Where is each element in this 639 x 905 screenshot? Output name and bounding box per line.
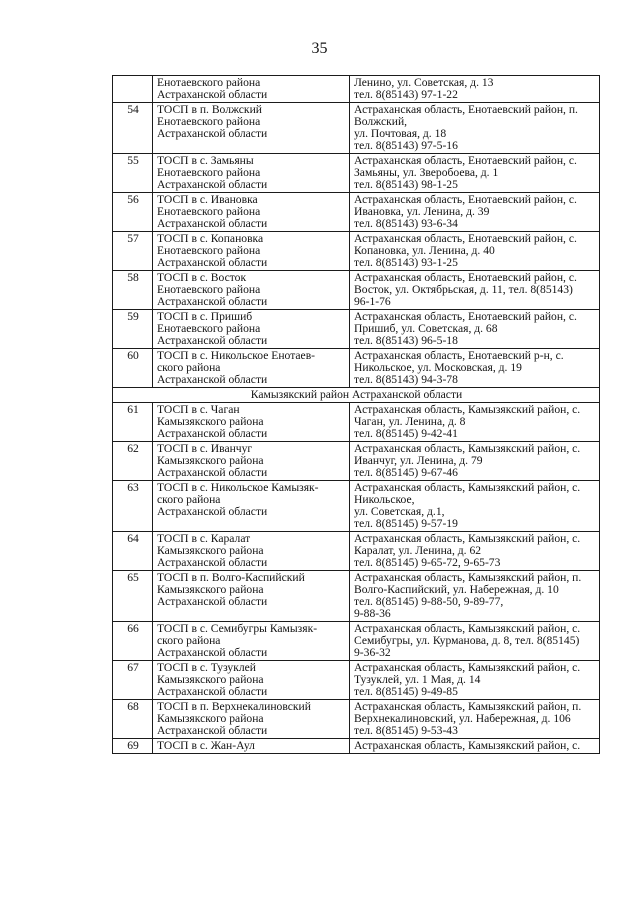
office-address: Астраханская область, Камызякский район, с. Семибугры, ул. Курманова, д. 8, тел. 8(85145) 9-36-32 (350, 622, 600, 661)
office-name: ТОСП в с. Ивановка Енотаевского района Астраханской области (153, 193, 350, 232)
office-address: Ленино, ул. Советская, д. 13 тел. 8(85143) 97-1-22 (350, 76, 600, 103)
row-number: 57 (113, 232, 153, 271)
row-number: 62 (113, 442, 153, 481)
page-number: 35 (311, 40, 328, 57)
office-address: Астраханская область, Енотаевский район, с. Ивановка, ул. Ленина, д. 39 тел. 8(85143) 93-6-34 (350, 193, 600, 232)
row-number: 61 (113, 403, 153, 442)
office-name: Енотаевского района Астраханской области (153, 76, 350, 103)
table-row (113, 310, 600, 349)
office-name: ТОСП в с. Никольское Камызяк- ского района Астраханской области (153, 481, 350, 532)
row-number: 59 (113, 310, 153, 349)
row-number: 68 (113, 700, 153, 739)
table-row (113, 532, 600, 571)
table-row (113, 571, 600, 622)
office-name: ТОСП в с. Иванчуг Камызякского района Астраханской области (153, 442, 350, 481)
table-row (113, 661, 600, 700)
row-number: 64 (113, 532, 153, 571)
office-address: Астраханская область, Енотаевский район, с. Восток, ул. Октябрьская, д. 11, тел. 8(85143) 96-1-76 (350, 271, 600, 310)
row-number: 65 (113, 571, 153, 622)
row-number: 69 (113, 739, 153, 754)
table-row (113, 700, 600, 739)
office-name: ТОСП в с. Каралат Камызякского района Астраханской области (153, 532, 350, 571)
office-address: Астраханская область, Енотаевский район, с. Пришиб, ул. Советская, д. 68 тел. 8(85143) 96-5-18 (350, 310, 600, 349)
table-row (113, 739, 600, 754)
row-number: 56 (113, 193, 153, 232)
office-address: Астраханская область, Енотаевский район, п. Волжский, ул. Почтовая, д. 18 тел. 8(85143) 97-5-16 (350, 103, 600, 154)
district-header-row (113, 388, 600, 403)
office-address: Астраханская область, Енотаевский район, с. Замьяны, ул. Зверобоева, д. 1 тел. 8(85143) 98-1-25 (350, 154, 600, 193)
office-name: ТОСП в с. Копановка Енотаевского района Астраханской области (153, 232, 350, 271)
office-name: ТОСП в с. Семибугры Камызяк- ского района Астраханской области (153, 622, 350, 661)
row-number: 66 (113, 622, 153, 661)
office-address: Астраханская область, Камызякский район, с. Тузуклей, ул. 1 Мая, д. 14 тел. 8(85145) 9-49-85 (350, 661, 600, 700)
office-address: Астраханская область, Камызякский район, с. Иванчуг, ул. Ленина, д. 79 тел. 8(85145) 9-67-46 (350, 442, 600, 481)
row-number: 60 (113, 349, 153, 388)
table-row (113, 193, 600, 232)
office-name: ТОСП в с. Замьяны Енотаевского района Астраханской области (153, 154, 350, 193)
table-row (113, 76, 600, 103)
row-number: 67 (113, 661, 153, 700)
office-address: Астраханская область, Енотаевский район, с. Копановка, ул. Ленина, д. 40 тел. 8(85143) 93-1-25 (350, 232, 600, 271)
office-name: ТОСП в с. Пришиб Енотаевского района Астраханской области (153, 310, 350, 349)
office-name: ТОСП в п. Волго-Каспийский Камызякского района Астраханской области (153, 571, 350, 622)
office-name: ТОСП в п. Верхнекалиновский Камызякского района Астраханской области (153, 700, 350, 739)
office-address: Астраханская область, Камызякский район, с. Чаган, ул. Ленина, д. 8 тел. 8(85145) 9-42-41 (350, 403, 600, 442)
registry-table (112, 75, 600, 754)
office-address: Астраханская область, Камызякский район, с. Каралат, ул. Ленина, д. 62 тел. 8(85145) 9-65-72, 9-65-73 (350, 532, 600, 571)
table-row (113, 154, 600, 193)
row-number (113, 76, 153, 103)
office-address: Астраханская область, Камызякский район, п. Верхнекалиновский, ул. Набережная, д. 106 тел. 8(85145) 9-53-43 (350, 700, 600, 739)
table-row (113, 403, 600, 442)
office-name: ТОСП в с. Жан-Аул (153, 739, 350, 754)
office-address: Астраханская область, Камызякский район, с. Никольское, ул. Советская, д.1, тел. 8(85145) 9-57-19 (350, 481, 600, 532)
office-name: ТОСП в с. Восток Енотаевского района Астраханской области (153, 271, 350, 310)
table-row (113, 622, 600, 661)
table-row (113, 349, 600, 388)
row-number: 63 (113, 481, 153, 532)
table-row (113, 442, 600, 481)
row-number: 54 (113, 103, 153, 154)
table-row (113, 481, 600, 532)
office-address: Астраханская область, Енотаевский р-н, с. Никольское, ул. Московская, д. 19 тел. 8(85143) 94-3-78 (350, 349, 600, 388)
district-header: Камызякский район Астраханской области (113, 388, 600, 403)
table-row (113, 103, 600, 154)
office-name: ТОСП в с. Чаган Камызякского района Астраханской области (153, 403, 350, 442)
row-number: 58 (113, 271, 153, 310)
office-address: Астраханская область, Камызякский район, п. Волго-Каспийский, ул. Набережная, д. 10 тел. 8(85145) 9-88-50, 9-89-77, 9-88-36 (350, 571, 600, 622)
table-row (113, 271, 600, 310)
office-name: ТОСП в с. Никольское Енотаев- ского района Астраханской области (153, 349, 350, 388)
row-number: 55 (113, 154, 153, 193)
office-name: ТОСП в п. Волжский Енотаевского района Астраханской области (153, 103, 350, 154)
office-name: ТОСП в с. Тузуклей Камызякского района Астраханской области (153, 661, 350, 700)
table-row (113, 232, 600, 271)
office-address: Астраханская область, Камызякский район, с. (350, 739, 600, 754)
